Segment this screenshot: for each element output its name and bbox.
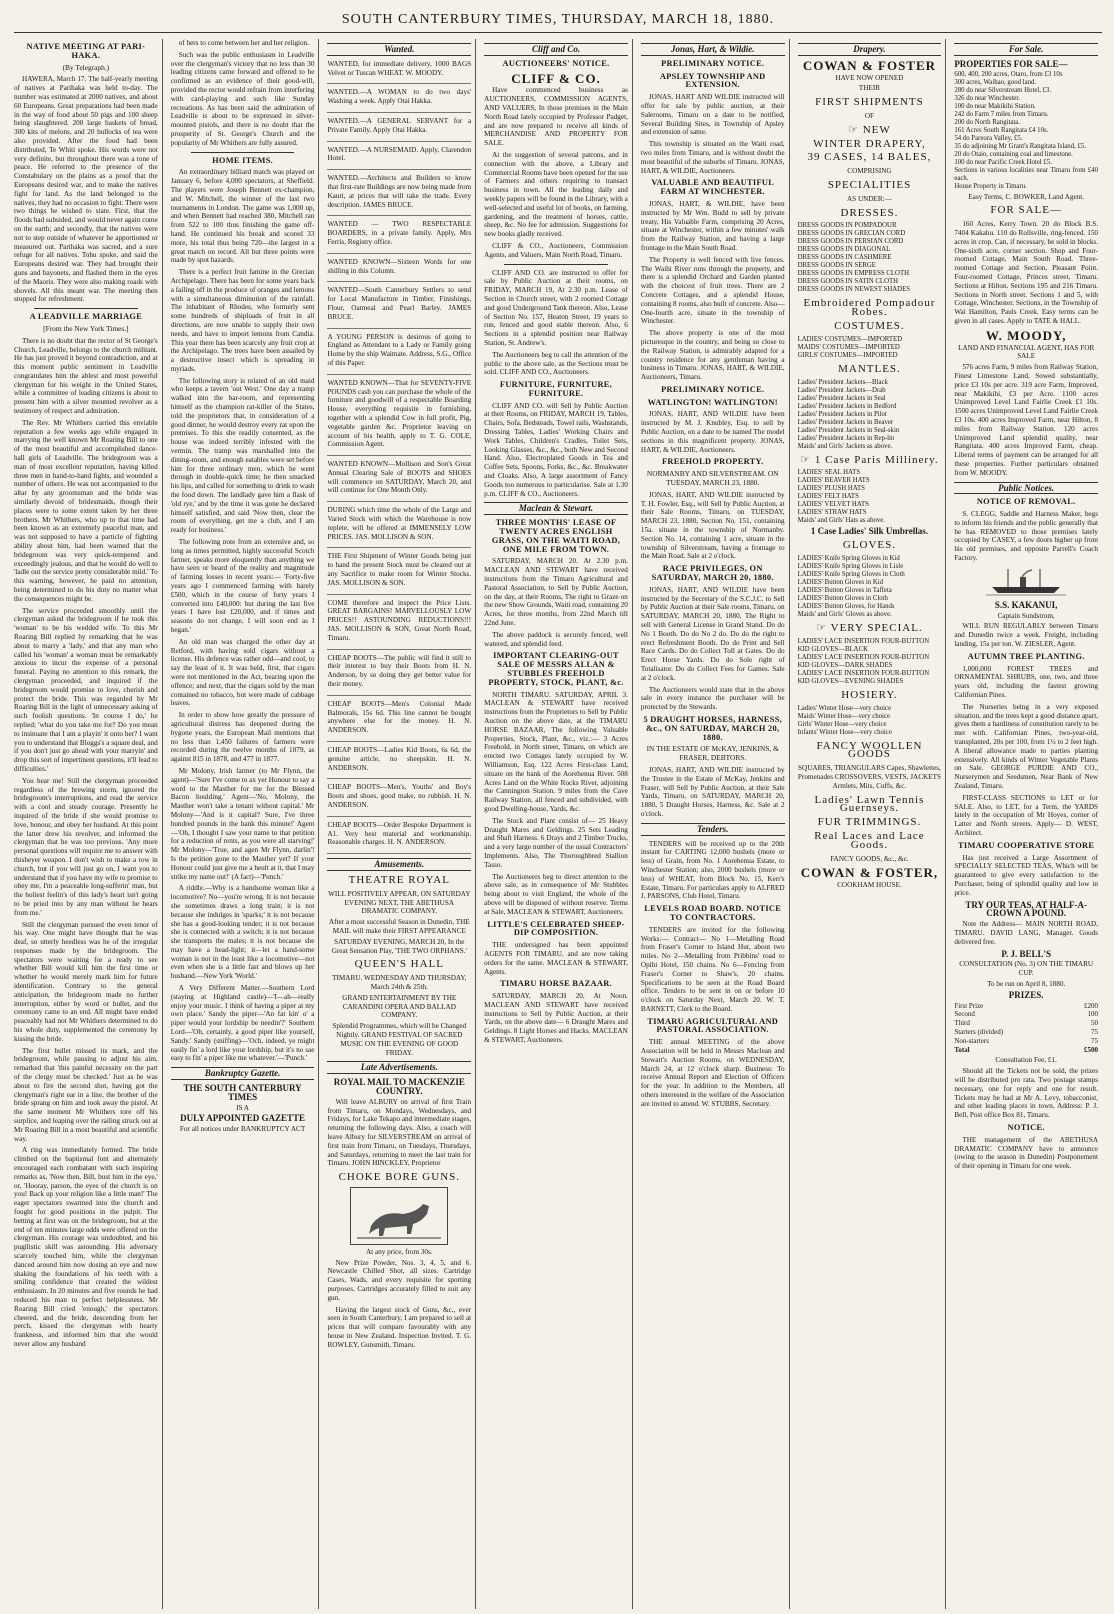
prize-label: Non-starters bbox=[954, 1036, 989, 1045]
column-1 bbox=[14, 39, 163, 1609]
dress-list bbox=[798, 222, 942, 294]
ship-illustration bbox=[986, 567, 1066, 597]
list-item: DRESS GOODS IN POMPADOUR bbox=[797, 222, 897, 230]
article-source: [From the New York Times.] bbox=[43, 323, 129, 333]
list-item: LADIES' Knife Spring Gloves in Cloth bbox=[797, 570, 905, 578]
article-paragraph: The following story is related of an old maid who keeps a tavern 'out West.' One day a tramp walked into the bar-room, and representing himself as the champion rat-killer of the States, told the proprietors that, in consideration of a good dinner, he would destroy every rat upon the premises. To this she readily consented, as the house was indeed terribly infested with the vermin. The tramp was marshalled into the dining-room, and enough eatables were set before him for three ordinary men, which he went through in double-quick time; he then smacked his lips, and called for something to drink to wash the food down. The landlady gave him a flask of 'old rye,' and by the time it was gone he declared himself satisfied, and said 'Now then, clear the room of everything, get me a club, and I am ready for business.' bbox=[170, 376, 315, 535]
list-item: 200 do North Rangitata. bbox=[954, 118, 1021, 126]
notice-text: The Auctioneers would state that in the above sale in every instance the purchaser will be protected by the Stewards. bbox=[640, 685, 785, 712]
notice-title: LEVELS ROAD BOARD. NOTICE TO CONTRACTORS. bbox=[644, 904, 782, 922]
prize-value: £200 bbox=[1084, 1001, 1099, 1010]
column-5 bbox=[641, 39, 790, 1609]
classified-ad bbox=[327, 379, 471, 456]
special-list bbox=[798, 638, 942, 686]
list-item: Girls' Winter Hose—very choice bbox=[797, 720, 887, 728]
mail-text: Will leave ALBURY on arrival of first Train from Timaru, on Mondays, Wednesdays, and Fridays, for Lake Tekapo and intermediate stages, returning the following days. Also, a coach will leave Albury for SILVERSTREAM on arrival of first train from Timaru, on Tuesdays, Thursdays, and Saturdays, returning to meet the last train for Timaru. JOHN HINCKLEY, Proprietor bbox=[327, 1097, 472, 1168]
prizes-heading: PRIZES. bbox=[1008, 989, 1044, 1000]
ad-text: CHEAP BOOTS—The public will find it still to their interest to buy their Boots from H. N. Anderson, by so doing they get better value for their money. bbox=[327, 653, 472, 689]
mantles-heading: MANTLES. bbox=[838, 362, 901, 375]
classified-ad bbox=[327, 506, 471, 548]
drapery-new: NEW bbox=[862, 123, 891, 136]
ad-text: THE First Shipment of Winter Goods being just to hand the present Stock must be cleared out at any Sacrifice to make room for Winter Stocks. JAS. MOLLISON & SON. bbox=[327, 552, 472, 587]
list-item: LADIES' Button Gloves in Taffeta bbox=[797, 586, 892, 594]
list-item: Sections in various localities near Timaru from £40 each. bbox=[954, 166, 1099, 182]
section-header: Public Notices. bbox=[954, 482, 1098, 495]
classified-ad bbox=[327, 174, 471, 216]
list-item: 100 do near Makikihi Station. bbox=[954, 102, 1036, 110]
notice-text: THE annual MEETING of the above Association will be held in Messrs Maclean and Stewart's Auction Rooms, on WEDNESDAY, March 24, at 12 o'clock sharp. Business: To receive Annual Report and Election of Officers for the year. In addition to the Members, all others interested in the welfare of the Association are invited to attend. W. STUBBS, Secretary. bbox=[640, 1038, 785, 1108]
notice-title: AUTUMN TREE PLANTING. bbox=[967, 651, 1085, 661]
list-item: Ladies' President Jackets in Seal-skin bbox=[797, 426, 900, 434]
column-3 bbox=[327, 39, 476, 1609]
woollen-text: SQUARES, TRIANGULARS Capes, Shawlettes, Promenades CROSSOVERS, VESTS, JACKETS Armlets, Mits, Cuffs, &c. bbox=[797, 764, 941, 790]
notice-text: THE management of the ABETHUSA DRAMATIC COMPANY have to announce (owing to the season in Dunedin) Postponement of their opening in Timaru for one week. bbox=[954, 1135, 1099, 1171]
notice-text: The Nurseries being in a very exposed situation, and the trees kept a good distance apart, gives them a hardiness of constitution rarely to be met with. Californian Pines, two-year-old, transplanted, 20s per 100, from 1½ to 2 feet high. A liberal allowance made to parties planting extensively. All kinds of Winter Vegetable Plants on Sale. GEORGE PURDIE AND CO., Nurserymen and Seedsmen, Near Bank of New Zealand, Timaru. bbox=[954, 702, 1099, 791]
article-paragraph: You hear me! Still the clergyman proceeded regardless of the brewing storm, ignored the bridegroom's interruptions, and read the service with a cool and steady courage. Presently he inquired of the bride if she would promise to love, honour, and obey her husband. At this point the latter drew his revolver, and informed the clergyman that he was too previous. 'Any more personal questions will require me to answer with thisheyer weapon. I don't wish to make a row in church, but if you will just go on, I want you to understand that if you have my wife to promise to obey me, I'm a peaceable long-sufferin' man, but the holiest feelin's of this lady's heart isn't going to be pried into by any man without he hears from me.' bbox=[14, 776, 158, 917]
article-paragraph: A Very Different Matter.—Southern Lord (staying at Highland castle)—'I—ah—really enjoy your music. I think of having a piper at my own place.' Sandy the piper—'An fat kin' o' a piper would your lordship be needin'?' Southern Lord—'Oh, certainly, a good piper like yourself, Sandy.' Sandy (sniffing)—'Och, indeed, ye might easily fin' a lord like your lordship, but it's no sae easy to fin' a piper like me whatever.'—'Punch.' bbox=[170, 984, 315, 1063]
notice-text: JONAS, HART AND WILDIE instructed will offer for sale by public auction, at their Salerooms, Timaru on a date to be notified, Several Building Sites, in Township of Apsley and extension of same. bbox=[640, 93, 785, 137]
classified-ad bbox=[327, 88, 471, 113]
sale-heading: PROPERTIES FOR SALE— bbox=[954, 58, 1068, 69]
prize-row bbox=[954, 1037, 1098, 1046]
ad-text: COME therefore and inspect the Price Lists. GREAT BARGAINS! MARVELLOUSLY LOW PRICES!! ASTOUNDING REDUCTIONS!!! JAS. MOLLISON & SON, Great North Road, Timaru. bbox=[327, 598, 472, 642]
ad-text: WANTED.—A WOMAN to do two days' Washing a week. Apply Otai Hakka. bbox=[327, 88, 472, 106]
section-header: Amusements. bbox=[327, 858, 471, 871]
classified-ad bbox=[327, 220, 471, 253]
steamship-icon bbox=[986, 567, 1066, 597]
dresses-heading: DRESSES. bbox=[840, 206, 899, 219]
classified-ad bbox=[327, 783, 471, 816]
list-item: LADIES' COSTUMES—IMPORTED bbox=[797, 335, 903, 343]
notice-title: FURNITURE, FURNITURE, FURNITURE. bbox=[499, 380, 613, 398]
prize-label: First Prize bbox=[954, 1001, 984, 1010]
sale-text: 160 Acres, Kerry Town. 20 do Block B.S. 7404 Kakahu. 110 do Rollsville, ring-fenced. 150 acres in crop. Can, if necessary, be sold in blocks. One-sixth acre, corner section. Shop and Four-roomed Cottage, Main South Road. Three-roomed Cottage and Section, Pleasant Point. Four-roomed Cottage, Princes street, Timaru. Sections at Hilton. Sections 195 and 216 Timaru. Sections in North street. Sections 1 and 5, with Cottage, Winchester. Sections, in the Township of Wai Hamilton, Pauls Creek. Easy terms can be given in all cases. Apply to TATE & HALL. bbox=[954, 220, 1099, 325]
hall-text: Splendid Programmes, which will be Changed Nightly. GRAND FESTIVAL OF SACRED MUSIC ON THE EVENING OF GOOD FRIDAY. bbox=[332, 1022, 467, 1057]
drapery-line: COMPRISING bbox=[847, 167, 892, 176]
guns-text: New Prize Powder, Nos. 3, 4, 5, and 6. Newcastle Chilled Shot, all sizes. Cartridge Cases, Wads, and every requisite for sporting purposes. Cartridges accurately filled to suit any gun. bbox=[327, 1258, 472, 1302]
prize-value: 75 bbox=[1091, 1027, 1099, 1036]
list-item: MAIDS' COSTUMES—IMPORTED bbox=[797, 343, 900, 351]
section-header: Cliff and Co. bbox=[484, 43, 628, 56]
prize-row bbox=[954, 1028, 1098, 1037]
article-dateline: (By Telegraph.) bbox=[62, 62, 110, 72]
list-item: LADIES' PLUSH HATS bbox=[797, 485, 865, 493]
notice-title: TIMARU AGRICULTURAL AND PASTORAL ASSOCIATION. bbox=[647, 1016, 779, 1035]
mail-title: ROYAL MAIL TO MACKENZIE COUNTRY. bbox=[333, 1077, 465, 1096]
hosiery-heading: HOSIERY. bbox=[841, 688, 898, 701]
section-header: Jonas, Hart, & Wildie. bbox=[641, 43, 785, 56]
divider bbox=[34, 308, 138, 309]
notice-text: JONAS, HART, AND WILDIE instructed by the Trustee in the Estate of McKay, Jenkins and Fraser, will Sell by Public Auction, at their Sale Yards, Timaru, on SATURDAY, MARCH 20, 1880, 5 Draught Horses, Harness, &c. Sale at 2 o'clock. bbox=[640, 765, 785, 818]
notice-text: CLIFF AND CO. will Sell by Public Auction at their Rooms, on FRIDAY, MARCH 19, Tables, Chairs, Sofa, Bedsteads, Towel rails, Washstands, Dressing Tables, Ladies' Working Chairs and Work Tables, Children's Cradles, Toilet Sets, Looking Glasses, &c., &c., both New and Second Hand. Also, Electroplated Goods in Tea and Coffee Sets, Spoons, Forks, &c., &c. Breakwater and Cloaks. Also, A large assortment of Fancy Goods too numerous to particularise. Sale at 1.30 p.m. CLIFF & CO., Auctioneers. bbox=[484, 401, 628, 498]
property-list bbox=[954, 71, 1098, 191]
classified-ad bbox=[327, 821, 471, 854]
drapery-heading: SPECIALITIES bbox=[827, 178, 912, 191]
notice-text: NORTH TIMARU. SATURDAY, APRIL 3. MACLEAN & STEWART have received instructions from the Proprietors to Sell by Public Auction on the above date, at the TIMARU HORSE BAZAAR, The following Valuable Properties, Stock, Plant, &c., viz.:— 3 Acres Freehold, in North street, Timaru, on which are erected two Cottages lately occupied by W. Williamson, Esq. 122 Acres First-class Land, situate on the bank of the Aorehenua River. 508 Acres Land on the White Rocks River, adjoining the Cannington Station. 9 miles from the Cave Railway Station, all fenced and subdivided, with good Dwelling-house, Yards, &c. bbox=[484, 690, 628, 813]
list-item: Infants' Winter Hose—very choice bbox=[797, 728, 892, 736]
prize-label: Second bbox=[954, 1010, 975, 1019]
article-paragraph: Such was the public enthusiasm in Leadville over the clergyman's victory that no less than 30 leading citizens came forward and offered to be confirmed as an evidence of their good-will, provided the rector would refrain from interfering with card-playing and such like Sunday recreations. As has been said the admiration of Leadville is about to be expressed in silver-mounted pistols, and there is no doubt that the prosperity of St. George's Church and the popularity of Mr Whithers are fully assured. bbox=[170, 50, 315, 147]
list-item: 300 acres, Waihao, good land. bbox=[954, 78, 1037, 86]
ad-text: WANTED, for immediate delivery, 1000 BAGS Velvet or Tuscan WHEAT. W. MOODY. bbox=[327, 59, 472, 77]
list-item: Maids' and Girls' Jackets as above. bbox=[797, 442, 893, 450]
notice-text: The above paddock is securely fenced, well watered, and splendid feed. bbox=[484, 630, 628, 648]
guns-text: At any price, from 30s. bbox=[365, 1247, 433, 1256]
list-item: LADIES' FELT HATS bbox=[797, 493, 859, 501]
hosiery-list bbox=[798, 705, 942, 737]
list-item: Maids' and Girls' Gloves as above. bbox=[797, 610, 892, 618]
notice-text: JONAS, HART, AND WILDIE have been instructed by M. J. Knubley, Esq. to sell by Public Auction, on a date to be named The model sections in this magnificent property. JONAS, HART, & WILDIE, Auctioneers. bbox=[640, 410, 785, 454]
costumes-heading: COSTUMES. bbox=[834, 319, 905, 332]
notice-title: NOTICE. bbox=[1007, 1122, 1045, 1132]
list-item: LADIES' Button Gloves in Cloth bbox=[797, 594, 888, 602]
sale-text: 576 acres Farm, 9 miles from Railway Station, Finest Limestone Land, Sowed substantially, price £3 10s per acre. 319 acre Farm, Improved, near Makikihi, £3 per Acre. 1100 acres Unimproved Level Land Fairlie Creek £1 10s. 1500 acres Unimproved Level Land Fairlie Creek £3 10s. 400 acres Improved Farm, near Hilton, 8 miles from Railway Station. 120 acres Unimproved Land splendid quality, near Rangitata. 400 acres Improved Farm, cheap. Liberal terms of payment can be arranged for all these properties. Further particulars obtained from W. MOODY. bbox=[954, 363, 1099, 477]
list-item: 20 do Otaio, containing coal and limestone. bbox=[954, 150, 1073, 158]
notice-title: NOTICE OF REMOVAL. bbox=[976, 497, 1076, 507]
woollen-heading: FANCY WOOLLEN GOODS bbox=[816, 739, 923, 761]
tennis-heading: Ladies' Lawn Tennis Guernseys. bbox=[814, 793, 925, 815]
column-4 bbox=[484, 39, 633, 1609]
article-paragraph: An old man was charged the other day at Retford, with having sold cigars without a license. His defence was rather odd—and cool, to say the least of it. It was held, first, that cigars were not mentioned in the Act, bearing upon the offence; and next, that the cigars sold by the man contained no tobacco, but were made of cabbage leaves. bbox=[170, 637, 315, 708]
list-item: LADIES' VELVET HATS bbox=[797, 501, 869, 509]
article-paragraph: There is a perfect fruit famine in the Grecian Archipelago. There has been for some years back a failing off in the produce of oranges and lemons with a simultaneous diminution of the rainfall. The inhabitant of Rhodes, who formerly sent some hundreds of shiploads of fruit in all directions, are now unable to supply their own needs, and have to import lemons from Candia. This year there has been scarcely any fruit crop at the Archipelago. The trees have been assailed by a destructive insect which is spreading in myriads. bbox=[170, 268, 315, 373]
notice-text: JONAS, HART, AND WILDIE instructed by T. H. Fowler, Esq., will Sell by Public Auction, at their Sale Rooms, Timaru, on TUESDAY, MARCH 23, 1880, Section No. 151, containing 15a. situate in the township of Normanby. Section No. 14, containing 1 acre, situate in the township of Silverstream, having a frontage to the Main Road. Sale at 2 o'clock. bbox=[640, 490, 785, 561]
special-text: VERY SPECIAL. bbox=[830, 621, 923, 634]
list-item: 100 do near Pacific Creek Hotel £5. bbox=[954, 158, 1052, 166]
firm-name: COWAN & FOSTER bbox=[802, 57, 937, 73]
drapery-heading: ☞ NEW bbox=[848, 123, 891, 136]
section-header: Maclean & Stewart. bbox=[484, 502, 628, 515]
notice-text: The Auctioneers beg to direct attention to the above sale, as in consequence of Mr Stubbles being about to visit England, the whole of the above will be disposed of without reserve. Terms at Sale, MACLEAN & STEWART, Auctioneers. bbox=[484, 872, 628, 916]
laces-heading: Real Laces and Lace Goods. bbox=[814, 829, 925, 851]
article-paragraph: A riddle.—Why is a handsome woman like a locomotive? No—you're wrong. It is not because she sometimes draws a long train; it is not because she indulges in 'sparks;' it is not because she has a good-looking tender; it is not because she is connected with a switch; it is not because she transports the males; it is not because she may have a head-light; it—let a hand-some woman is not in the least like a locomotive—not even when she is a little fast and blows up her husband.—New York 'World.' bbox=[170, 884, 315, 981]
article-paragraph: There is no doubt that the rector of St George's Church, Leadville, belongs to the church militant. He has just proved it beyond contradiction, and at this moment public sentiment in Leadville congratulates him the ablest and most powerful clergyman for his weight in the United States, while a committee of leading citizens is about to present him with a silver mounted revolver as a testimony of respect and admiration. bbox=[14, 336, 158, 416]
classified-ad bbox=[327, 460, 471, 502]
list-item: Maids' Winter Hose—very choice bbox=[797, 712, 890, 720]
classified-ad bbox=[327, 117, 471, 142]
columns bbox=[14, 39, 1102, 1609]
article-paragraph: The first bullet missed its mark, and the bridegroom, while pausing to adjust his aim, remarked that 'this painful necessity on the part of the clergy must be checked.' Just as he was about to fire the second shot, having got the clergyman's right ear in a line, the brother of the bride sprang on him and took away the pistol. At the same moment Mr Whithers tore off his surplice, and leaping over the railing struck out at Mr Roaring Bill in a most beautiful and scientific way. bbox=[14, 1046, 158, 1143]
notice-text: FIRST-CLASS SECTIONS to LET or for SALE. Also, to LET, for a Term, the YARDS lately in the occupation of Mr Hoyes, corner of Latter and North streets. Apply— D. WEST, Architect. bbox=[954, 793, 1099, 837]
notice-title: IMPORTANT CLEARING-OUT SALE OF MESSRS ALLAN & STUBBLES FREEHOLD PROPERTY, STOCK, PLANT, &c. bbox=[488, 651, 624, 687]
ad-text: WANTED KNOWN—That for SEVENTY-FIVE POUNDS cash you can purchase the whole of the furniture and goodwill of a respectable Boarding House, everything requisite in furnishing, together with a splendid Cow in full profit, Pig, vegetable garden &c. Proprietor leaving on account of his health, apply to T. G. COLE, Commission Agent. bbox=[327, 378, 472, 449]
list-item: LADIES' LACE INSERTION FOUR-BUTTON KID GLOVES—EVENING SHADES bbox=[797, 669, 930, 685]
list-item: LADIES' BEAVER HATS bbox=[797, 477, 870, 485]
article-paragraph: The Rev. Mr Whithers carried this enviable reputation a few weeks ago while engaged in marrying the well known Mr Roaring Bill to one of the most beautiful and accomplished dance-hall girls of Leadville. The bridegroom was a man of most excellent reputation, having killed three men in hand-to-hand fights, and wounded a number of others. He was not accompanied to the altar by any groomsman and the bride was similarly devoid of bridesmaids, though their places were to some extent taken by her three brothers. Mr Whithers, who up to that time had been known as an extremely peaceful man, and was not supposed to have a particle of fighting ability about him, had been warned that the bridegroom was very quick-tempered and exceedingly jealous, and that he would do well to 'ladle out the service pretty considerable mild.' To this warning, however, he paid no attention, being determined to do his duty no matter what the consequences might be. bbox=[14, 418, 158, 603]
gazette-title: THE SOUTH CANTERBURY TIMES bbox=[183, 1083, 302, 1102]
article-paragraph: The following note from an extensive and, so long as times permitted, highly successful Scotch farmer, speaks more eloquently than anything we have seen or heard of the reality and magnitude of farming losses in recent years:— 'Forty-five years ago I commenced farming with barely £500, which in the course of forty years I converted into £40,000: but during the last five years I have lost £20,000, and if times and seasons do not change, I will soon end as I began.' bbox=[170, 538, 315, 634]
prize-label: Starters (divided) bbox=[954, 1027, 1004, 1036]
hall-text: GRAND ENTERTAINMENT BY THE CARANDINI OPERA AND BALLAD COMPANY. bbox=[342, 993, 457, 1020]
prize-value: £500 bbox=[1084, 1045, 1099, 1054]
firm-subtitle: LAND AND FINANCIAL AGENT, HAS FOR SALE bbox=[958, 343, 1095, 361]
ad-text: WANTED KNOWN—Mollison and Son's Great Annual Clearing Sale of BOOTS and SHOES will commence on SATURDAY, March 20, and will continue for One Month Only. bbox=[327, 460, 472, 495]
notice-title: PRELIMINARY NOTICE. bbox=[661, 58, 765, 68]
ad-text: WANTED.—A GENERAL SERVANT for a Private Family. Apply Otai Hakka. bbox=[327, 116, 472, 134]
drapery-heading: WINTER DRAPERY, bbox=[813, 137, 926, 150]
ad-text: CHEAP BOOTS—Ladies Kid Boots, 6s 6d, the genuine article, no sheepskin. H. N. ANDERSON. bbox=[327, 746, 472, 772]
section-header: Bankruptcy Gazette. bbox=[171, 1067, 315, 1080]
list-item: 326 do near Winchester. bbox=[954, 94, 1020, 102]
drapery-heading: 39 CASES, 14 BALES, bbox=[807, 151, 932, 164]
list-item: Ladies' President Jackets—Black bbox=[797, 378, 888, 386]
classified-ad bbox=[327, 146, 471, 171]
list-item: LADIES' Button Gloves in Kid bbox=[797, 578, 884, 586]
notice-text: The Stock and Plant consist of— 25 Heavy Draught Mares and Geldings. 25 Sets Leading and Shaft Harness. 6 Drays and 2 Timber Trucks, and a very large number of the usual Contractors' Implements. Also, The Thoroughbred Stallion Tasso. bbox=[484, 816, 628, 869]
agent-signature: Easy Terms, C. BOWKER, Land Agent. bbox=[968, 192, 1085, 201]
classified-ad bbox=[327, 552, 471, 594]
drapery-heading: FIRST SHIPMENTS bbox=[815, 96, 924, 109]
notice-subtitle: NORMANBY AND SILVERSTREAM. ON TUESDAY, MARCH 23, 1880. bbox=[646, 469, 779, 488]
notice-text: THE undersigned has been appointed AGENTS FOR TIMARU, and are now taking orders for the same. MACLEAN & STEWART, Agents. bbox=[484, 941, 628, 976]
list-item: DRESS GOODS IN NEWEST SHADES bbox=[797, 286, 911, 294]
section-header: Wanted. bbox=[327, 43, 471, 56]
classified-ad bbox=[327, 700, 471, 742]
gazette-line: IS A bbox=[236, 1103, 250, 1112]
firm-name: COWAN & FOSTER, bbox=[800, 865, 939, 881]
guns-title: CHOKE BORE GUNS. bbox=[338, 1171, 461, 1184]
theatre-text: After a most successful Season in Dunedin, THE MAIL will make their FIRST APPEARANCE bbox=[328, 918, 470, 935]
list-item: 54 do Pareora Valley, £5. bbox=[954, 134, 1023, 142]
prize-row bbox=[954, 1010, 1098, 1019]
article-paragraph: Mr Molony, Irish farmer (to Mr Flynn, the agent)—'Sure I've come to ax yer Honour to say a word to the Masther for me for the Blessed Bacon houlding.' Agent—'No, Molony, the Masther won't take a tenant without capital.' Mr Molony—'And is it capital? Sure, I've three hundred pounds in the bank this minute!' Agent—'Oh, I thought I saw your name to that petition for a reduction of rents, as you were all starving!' Mr Molony—'True, and agen Mr Flynn, darlin'! Is the petition gone to the Masther yet? If your Honour could just give me a heult at it, that I may strike my name out!' (A fact)—'Punch.' bbox=[170, 766, 315, 881]
notice-title: APSLEY TOWNSHIP AND EXTENSION. bbox=[659, 71, 766, 90]
notice-title: VALUABLE AND BEAUTIFUL FARM AT WINCHESTER. bbox=[651, 178, 775, 197]
list-item: LADIES' Knife Spring Gloves in Lisle bbox=[797, 562, 904, 570]
list-item: 35 do adjoining Mr Grant's Rangitata Island, £5. bbox=[954, 142, 1086, 150]
list-item: Ladies' President Jackets in Beaver bbox=[797, 418, 894, 426]
consultation-fee: Consultation Fee, £1. bbox=[995, 1056, 1057, 1065]
ad-text: WANTED.—Architects and Builders to know that first-rate Buildings are now being made from Kauri, at prices that will take the trade. Every description. JAMES BRUCE. bbox=[327, 174, 472, 209]
prize-row bbox=[954, 1019, 1098, 1028]
column-2 bbox=[171, 39, 320, 1609]
prize-row bbox=[954, 1002, 1098, 1011]
notice-text: CLIFF & CO., Auctioneers, Commission Agents, and Valuers, Main North Road, Timaru. bbox=[484, 241, 628, 259]
hall-text: TIMARU. WEDNESDAY AND THURSDAY, March 24th & 25th. bbox=[332, 974, 467, 991]
list-item: 600, 400, 200 acres, Otaro, from £3 10s bbox=[954, 70, 1063, 78]
ad-text: WANTED.—A NURSEMAID. Apply, Clarendon Hotel. bbox=[327, 145, 472, 163]
ad-text: CHEAP BOOTS—Men's Colonial Made Balmorals, 15s 6d. This line cannot be bought anywhere else for the money. H. N. ANDERSON. bbox=[327, 699, 472, 735]
notice-text: Should all the Tickets not be sold, the prizes will be distributed pro rata. Two postage stamps necessary, one for reply and one for result. Tickets may be had at Mr A. Levy, tobacconist, and other leading places in town. Address: P. J. Bell, Post office Box 81, Timaru. bbox=[954, 1067, 1099, 1120]
notice-text: 1,000,000 FOREST TREES and ORNAMENTAL SHRUBS, one, two, and three years old, including the fastest growing Californian Pines. bbox=[954, 664, 1099, 700]
ship-name: S.S. KAKANUI, bbox=[994, 599, 1058, 610]
classified-ad bbox=[327, 258, 471, 283]
notice-title: RACE PRIVILEGES, ON SATURDAY, MARCH 20, 1880. bbox=[651, 564, 774, 583]
list-item: 161 Acres South Rangitata £4 10s. bbox=[954, 126, 1049, 134]
notice-text: SATURDAY, MARCH 20. At 2.30 p.m. MACLEAN AND STEWART have received instructions from the Timaru Agricultural and Pastoral Association, to Sell by Public Auction, on the day, at their Rooms, The right to Graze on the new Show Grounds, Waiti road, containing 20 Acres, for three months, from 22nd March till 22nd June. bbox=[484, 557, 628, 628]
article-paragraph: In order to show how greatly the pressure of agricultural distress has deepened during the bygone years, the European Mail mentions that no less than 1,450 failures of farmers were recorded during the twelve months of 1879, as against 815 in 1878, and 477 in 1877. bbox=[170, 711, 315, 764]
masthead: SOUTH CANTERBURY TIMES, THURSDAY, MARCH 18, 1880. bbox=[14, 12, 1102, 33]
classified-ad bbox=[327, 60, 471, 85]
gloves-heading: GLOVES. bbox=[842, 539, 897, 552]
classified-ad bbox=[327, 286, 471, 328]
divider bbox=[504, 264, 608, 265]
list-item: DRESS GOODS IN DIAGONAL bbox=[797, 246, 891, 254]
article-paragraph: The service proceeded smoothly until the clergyman asked the bridegroom if he took this 'woman' to be his wedded wife. To this Mr Roaring Bill replied by remarking that he was about to marry a 'lady,' and that any man who called his 'woman' a woman must be remarkably anxious to incur the expense of a personal funeral. Paying no attention to this remark, the clergyman proceeded, and inquired if the bridegroom would promise to love, cherish and protect the bride. This was regarded by Mr Roaring Bill in the light of unnecessary asking of such foolish questions. 'In course I do,' he replied; 'what do you take me for? Do you mean to insinuate that I am a playin' it onto her? I want you to understand that Bloggs's a square deal, and if you don't just go ahead with your marryin' and drop this sort of impertinent questions, it'll lead to difficulties.' bbox=[14, 606, 158, 773]
list-item: GIRLS' COSTUMES—IMPORTED bbox=[797, 351, 898, 359]
classified-ad bbox=[327, 333, 471, 375]
ship-captain: Captain Sundstrom, bbox=[997, 611, 1055, 620]
notice-text: TENDERS are invited for the following Works:— Contract— No 1—Metalling Road from Fraser's Corner to Island Hut, about two miles. No 2—Metalling from Pribbins' road to Opihi Hotel, 150 chains. No 6—Fencing from Fraser's Corner to Shaw's, 20 chains. Specifications to be seen at the Road Board office. Tenders to be sent in on or before 10 o'clock on Saturday Next, March 20. W. T. BARNETT, Clerk to the Board. bbox=[640, 925, 785, 1013]
umbrella-heading: 1 Case Ladies' Silk Umbrellas. bbox=[810, 526, 928, 537]
notice-text: The above property is one of the most picturesque in the country, and being so close to the Railway Station, is admirably adapted for a country residence for any gentleman having a business in Timaru. JONAS, HART, & WILDIE, Auctioneers, Timaru. bbox=[640, 329, 785, 382]
ad-text: WANTED KNOWN—Sixteen Words for one shilling in this Column. bbox=[327, 257, 472, 275]
list-item: Ladies' President Jackets in Pilot bbox=[797, 410, 887, 418]
notice-title: TIMARU COOPERATIVE STORE bbox=[958, 840, 1095, 850]
notice-text: This township is situated on the Waiti road, two miles from Timaru, and is without doubt the most beautiful of the suburbs of Timaru. JONAS, HART, & WILDIE, Auctioneers. bbox=[640, 140, 785, 175]
notice-text: CLIFF AND CO. are instructed to offer for sale by Public Auction at their rooms, on FRIDAY, MARCH 19, At 2.30 p.m. Lease of Section in Church street, with 2 roomed Cottage and good Underground Tank thereon. Also, Lease of Section No. 157, Heaton Street, 19 years to run, fenced and good stable thereon. Also, 6 Sections in a splendid position near Railway Station, St. Andrew's. bbox=[484, 268, 628, 347]
notice-text: Have commenced business as AUCTIONEERS, COMMISSION AGENTS, AND VALUERS, In those premises in the Main North Road lately occupied by Professor Padget, and are now prepared to receive all kinds of MERCHANDISE AND PROPERTY FOR SALE. bbox=[484, 86, 628, 148]
prize-table bbox=[954, 1002, 1098, 1055]
section-header: Tenders. bbox=[641, 823, 785, 836]
notice-title: THREE MONTHS' LEASE OF TWENTY ACRES ENGLISH GRASS, ON THE WAITI ROAD, ONE MILE FROM TOWN. bbox=[491, 518, 621, 554]
glove-list bbox=[798, 555, 942, 619]
notice-text: The Property is well fenced with live fences. The Waihi River runs through the property, and there is a splendid Orchard and Garden planted with the choicest of fruit trees. There are 2 Concrete Cottages, and a splendid House, containing 8 rooms, also built of concrete. Also— One-fourth acre, situate in the township of Winchester. bbox=[640, 255, 785, 326]
list-item: Ladies' Winter Hose—very choice bbox=[797, 704, 892, 712]
notice-title: 5 DRAUGHT HORSES, HARNESS, &c., ON SATURDAY, MARCH 20, 1880. bbox=[643, 714, 783, 742]
column-6 bbox=[798, 39, 947, 1609]
section-header: For Sale. bbox=[954, 43, 1098, 56]
classified-ad bbox=[327, 746, 471, 779]
guns-text: Having the largest stock of Guns, &c., ever seen in South Canterbury, I am prepared to sell at prices that will compare favourably with any house in New Zealand. Inspection Invited. T. G. ROWLEY, Gunsmith, Timaru. bbox=[327, 1305, 472, 1349]
hat-list bbox=[798, 469, 942, 525]
millinery-heading: ☞ 1 Case Paris Millinery. bbox=[800, 453, 939, 466]
article-paragraph: An extraordinary billiard match was played on January 6, before 4,000 spectators, at Sheffield. The players were Joseph Bennett ex-champion, and W. Mitchell, the winner of the last two tournaments in London. The game was 1,000 up, and when Bennett had reached 380, Mitchell ran from 522 to 100 thus finishing the game off-hand. He continued his break and scored 33 more, his total thus being 720—the largest in a great match on record. All but three points were made by spot hazards. bbox=[170, 168, 315, 265]
drapery-line: THEIR bbox=[858, 84, 881, 93]
section-header: Drapery. bbox=[798, 43, 942, 56]
notice-title: LITTLE'S CELEBRATED SHEEP-DIP COMPOSITION. bbox=[487, 919, 625, 938]
prize-row bbox=[954, 1046, 1098, 1055]
notice-text: SATURDAY, MARCH 20, At Noon. MACLEAN AND STEWART have received instructions to Sell by Public Auction, at their Yards, on the above date— 6 Draught Mares and Geldings. 8 Light Horses and Hacks. MACLEAN & STEWART, Auctioneers. bbox=[484, 992, 628, 1045]
list-item: DRESS GOODS IN GRECIAN CORD bbox=[797, 230, 906, 238]
notice-text: WILL RUN REGULARLY between Timaru and Dunedin twice a week. Freight, including landing, 15s per ton. W. ZIESLER, Agent. bbox=[954, 622, 1099, 649]
prize-label: Total bbox=[954, 1045, 970, 1054]
list-item: Ladies' President Jackets—Drab bbox=[797, 386, 886, 394]
notice-text: The Auctioneers beg to call the attention of the public to the above sale, as the Sections must be sold. CLIFF AND CO., Auctioneers. bbox=[484, 350, 628, 377]
list-item: House Property in Timaru. bbox=[954, 182, 1027, 190]
notice-text: S. CLEGG, Saddle and Harness Maker, begs to inform his friends and the public generally that he has REMOVED to those premises lately occupied by CASEY, a few doors higher up from his old premises, and opposite Parrell's Coach Factory. bbox=[954, 510, 1099, 563]
notice-text: TENDERS will be received up to the 20th instant for CARTING 12,000 bushels (more or less) of Grain, from No. 1 Aorehenua Estate, to Winchester Station; also, 2000 bushels (more or less) of WHEAT, from Block No. 15, Kerr's Estate, Timaru. For particulars apply to ALFRED J. PARSONS, Club Hotel, Timaru. bbox=[640, 839, 785, 901]
notice-title: PRELIMINARY NOTICE. bbox=[661, 384, 765, 394]
prize-label: Third bbox=[954, 1019, 970, 1028]
ad-text: CHEAP BOOTS—Order Bespoke Department is A1. Very best material and workmanship. Reasonable charges. H. N. ANDERSON. bbox=[327, 820, 472, 847]
article-title: NATIVE MEETING AT PARI-HAKA. bbox=[26, 42, 146, 60]
prize-value: 50 bbox=[1091, 1019, 1099, 1028]
list-item: Ladies' President Jackets in Rep-lin bbox=[797, 434, 895, 442]
dog-icon bbox=[351, 1188, 447, 1244]
list-item: LADIES' STRAW HATS bbox=[797, 509, 867, 517]
notice-text: Note the Address— MAIN NORTH ROAD, TIMARU. DAVID LANG, Manager. Goods delivered free. bbox=[954, 920, 1099, 946]
fur-heading: FUR TRIMMINGS. bbox=[817, 816, 922, 829]
drapery-line: AS UNDER:— bbox=[846, 194, 892, 203]
ad-text: WANTED — TWO RESPECTABLE BOARDERS, in a private family. Apply, Mrs Ferris, Registry office. bbox=[327, 220, 472, 246]
notice-title: WATLINGTON! WATLINGTON! bbox=[647, 397, 778, 407]
tea-slogan: TRY OUR TEAS, AT HALF-A-CROWN A POUND. bbox=[965, 899, 1087, 919]
column-7 bbox=[954, 39, 1102, 1609]
dog-illustration bbox=[350, 1187, 448, 1245]
article-paragraph: of hers to come between her and her religion. bbox=[178, 39, 310, 47]
list-item: 242 do Farm 7 miles from Timaru. bbox=[954, 110, 1049, 118]
list-item: LADIES' Button Gloves, for Hands bbox=[797, 602, 895, 610]
article-paragraph: A ring was immediately formed. The bride climbed on the baptismal font and alternately encouraged each combatant with such inspiring remarks as, 'Now then, Bill, bust him in the eye,' or, 'Hooray, parson, the eyes of the church is on you! Back up your religion like a little man!' The eager spectators swarmed into the church and fought for good positions in the pulpit. The betting at first was on the bridegroom, but at the end of ten minutes large odds were offered on the clergyman. His courage was undoubted, and his pugilistic skill was astounding. His adversary scarcely touched him, while the clergyman danced around him now dosing an eye and now shaking the foundations of his teeth with a smiling confidence that created the wildest enthusiasm. In 20 minutes and five rounds he had reduced his man to perfect helplessness. Mr Roaring Bill cried 'enough,' the spectators cheered, and the bride, descending from her perch, kissed the clergyman with hearty frankness, and informed him that she would never allow any husband bbox=[14, 1146, 158, 1348]
robes-heading: Embroidered Pompadour Robes. bbox=[803, 297, 936, 319]
notice-text: JONAS, HART, & WILDIE, have been instructed by Mr Wm. Budd to sell by private treaty, His Valuable Farm, comprising 20 Acres, situate at Winchester, within a few minutes' walk from the Railway Station, and having a large frontage to the Main South Road. bbox=[640, 199, 785, 252]
notice-title: AUCTIONEERS' NOTICE. bbox=[502, 58, 610, 68]
theatre-title: THEATRE ROYAL bbox=[348, 873, 450, 886]
section-header: Late Advertisements. bbox=[327, 1061, 471, 1074]
theatre-text: SATURDAY EVENING, MARCH 20, In the Great Sensation Play, 'THE TWO ORPHANS.' bbox=[331, 937, 467, 955]
list-item: DRESS GOODS IN CASHMERE bbox=[797, 254, 892, 262]
article-title: HOME ITEMS. bbox=[212, 155, 274, 165]
sale-heading: FOR SALE— bbox=[990, 204, 1062, 217]
notice-title: FREEHOLD PROPERTY. bbox=[661, 457, 764, 467]
list-item: DRESS GOODS IN EMPRESS CLOTH bbox=[797, 270, 910, 278]
fancy-goods: FANCY GOODS, &c., &c. bbox=[830, 854, 909, 863]
list-item: 280 do near Silverstream Hotel, £3. bbox=[954, 86, 1052, 94]
drapery-line: OF bbox=[864, 111, 875, 120]
list-item: DRESS GOODS IN SATIN CLOTH bbox=[797, 278, 899, 286]
gazette-line: For all notices under BANKRUPTCY ACT bbox=[179, 1125, 306, 1134]
firm-name: CLIFF & CO. bbox=[511, 70, 601, 86]
notice-text: At the suggestion of several patrons, and in connection with the above, a Library and Commercial Rooms have been opened for the use of Farmers and others requiring to transact business in town. All the leading daily and weekly papers will be found in the Library, with a well-selected and useful lot of books, on farming, gardening, and the treatment of horses, cattle, sheep, &c. No fee for admission. Suggestions for new books gladly received. bbox=[484, 150, 628, 239]
classified-ad bbox=[327, 599, 471, 650]
list-item: LADIES' SEAL HATS bbox=[797, 469, 861, 477]
ad-text: CHEAP BOOTS—Men's, Youths' and Boy's Boots and shoes, good make, no rubbish. H. N. ANDERSON. bbox=[327, 783, 472, 809]
list-item: DRESS GOODS IN SERGE bbox=[797, 262, 876, 270]
list-item: LADIES' LACE INSERTION FOUR-BUTTON KID GLOVES—BLACK bbox=[797, 637, 930, 653]
article-paragraph: Still the clergyman pursued the even tenor of his way. One might have thought that he was deaf, so utterly heedless was he of the irregular responses made by the bridegroom. The spectators were waiting for a ready to see whether Bill would kill him the first time or whether he would merely mark him for future identification. Contrary to the general anticipation, the bridegroom made no further interruption, either by word or bullet, and the ceremony came to an end. All might have ended peaceably had not Mr Whithers determined to do his whole duty, supplemented the ceremony by kissing the bride. bbox=[14, 920, 158, 1043]
list-item: Ladies' President Jackets in Seal bbox=[797, 394, 886, 402]
classified-ad bbox=[327, 654, 471, 696]
drapery-line: HAVE NOW OPENED bbox=[835, 73, 904, 82]
ad-text: A YOUNG PERSON is desirous of going to England as Attendant to a Lady or Family going Home by the ship Waimate. Address, S.G., Office of this Paper. bbox=[327, 332, 472, 367]
hall-title: QUEEN'S HALL bbox=[354, 958, 445, 971]
ad-text: WANTED—South Canterbury Settlers to send for Local Manufacture in Timber, Finishings, Flour, Oatmeal and Pearl Barley. JAMES BRUCE. bbox=[327, 286, 472, 321]
list-item: Maids' and Girls' Hats as above. bbox=[797, 517, 885, 525]
notice-subtitle: IN THE ESTATE OF McKAY, JENKINS, & FRASER, DEBTORS. bbox=[646, 744, 779, 763]
firm-name: W. MOODY, bbox=[985, 327, 1067, 343]
millinery-text: 1 Case Paris Millinery. bbox=[814, 453, 939, 466]
consultation-title: P. J. BELL'S bbox=[1001, 948, 1052, 959]
article-title: A LEADVILLE MARRIAGE bbox=[29, 312, 143, 322]
firm-address: COOKHAM HOUSE. bbox=[837, 881, 902, 890]
costume-list bbox=[798, 336, 942, 360]
consultation-text: CONSULTATION (No. 3) ON THE TIMARU CUP. bbox=[959, 960, 1094, 978]
prize-value: 100 bbox=[1087, 1010, 1099, 1019]
theatre-text: WILL POSITIVELY APPEAR, ON SATURDAY EVENING NEXT, THE ABETHUSA DRAMATIC COMPANY. bbox=[328, 889, 471, 916]
special-heading: ☞ VERY SPECIAL. bbox=[816, 621, 923, 634]
notice-text: Has just received a Large Assortment of SPECIALLY SELECTED TEAS, Which will be guaranteed to give every satisfaction to the Purchaser, being of splendid quality and low in price. bbox=[954, 853, 1099, 897]
ad-text: DURING which time the whole of the Large and Varied Stock with which the Warehouse is now replete, will be offered at IMMENSELY LOW PRICES. JAS. MOLLISON & SON. bbox=[327, 506, 472, 541]
list-item: LADIES' Knife Spring Gloves in Kid bbox=[797, 554, 900, 562]
divider bbox=[191, 152, 295, 153]
article-paragraph: HAWERA, March 17. The half-yearly meeting of natives at Parihaka was held to-day. The number was estimated at 2000 natives, and about 60 Europeans. Great preparations had been made in the way of food about 50 pigs and 100 sheep being slaughtered. 200 large baskets of bread, 300 kits of melons, and 20 bullocks of tea were also provided. After the food had been distributed, Te Whiti spoke. His words were not very definite, but throughout there was a tone of peace. He referred to the presence of the Constabulary on the plains as a proof that the Europeans desired war, and to make the natives fight for land. As the land belonged to the natives, they had no occasion to fight. There were two things he wished to state. First, that the floods had subsided, and would never again come on the earth; and secondly, that the natives were not to step outside of whatever he apportioned or measured out. Parihaka was sacred, and a sure refuge for all natives. Tohu spoke, and said the Europeans desired war. They had brought their guns and bayonets, and flashed them in the eyes of the Maoris. They were also making roads with shovels. All this meant war. The meeting then stopped for refreshment. bbox=[14, 75, 158, 304]
notice-title: TIMARU HORSE BAZAAR. bbox=[500, 979, 612, 989]
list-item: LADIES' LACE INSERTION FOUR-BUTTON KID GLOVES—DARK SHADES bbox=[797, 653, 930, 669]
mantle-list bbox=[798, 379, 942, 451]
list-item: DRESS GOODS IN PERSIAN CORD bbox=[797, 238, 904, 246]
gazette-line: DULY APPOINTED GAZETTE bbox=[180, 1113, 306, 1124]
prize-value: 75 bbox=[1091, 1036, 1099, 1045]
list-item: Ladies' President Jackets in Bedford bbox=[797, 402, 897, 410]
notice-text: JONAS, HART, AND WILDIE have been instructed by the Secretary of the S.C.J.C. to Sell by Public Auction at their Sale rooms, Timaru, on SATURDAY, MARCH 20, 1880, The Right to sell with General License in Grand Stand. Do do No 1 Booth. Do do No 2 do. Do do the right to erect Refreshment Booth. Do do Print and Sell Race Cards. Do do Collect Toll at Gates. Do do Erect Horse Yards. Do do Sole right of Totalisator. Do do Collect Fees for Games. Sale at 2 o'clock. bbox=[640, 585, 785, 682]
consultation-date: To be run on April 8, 1880. bbox=[987, 979, 1066, 988]
